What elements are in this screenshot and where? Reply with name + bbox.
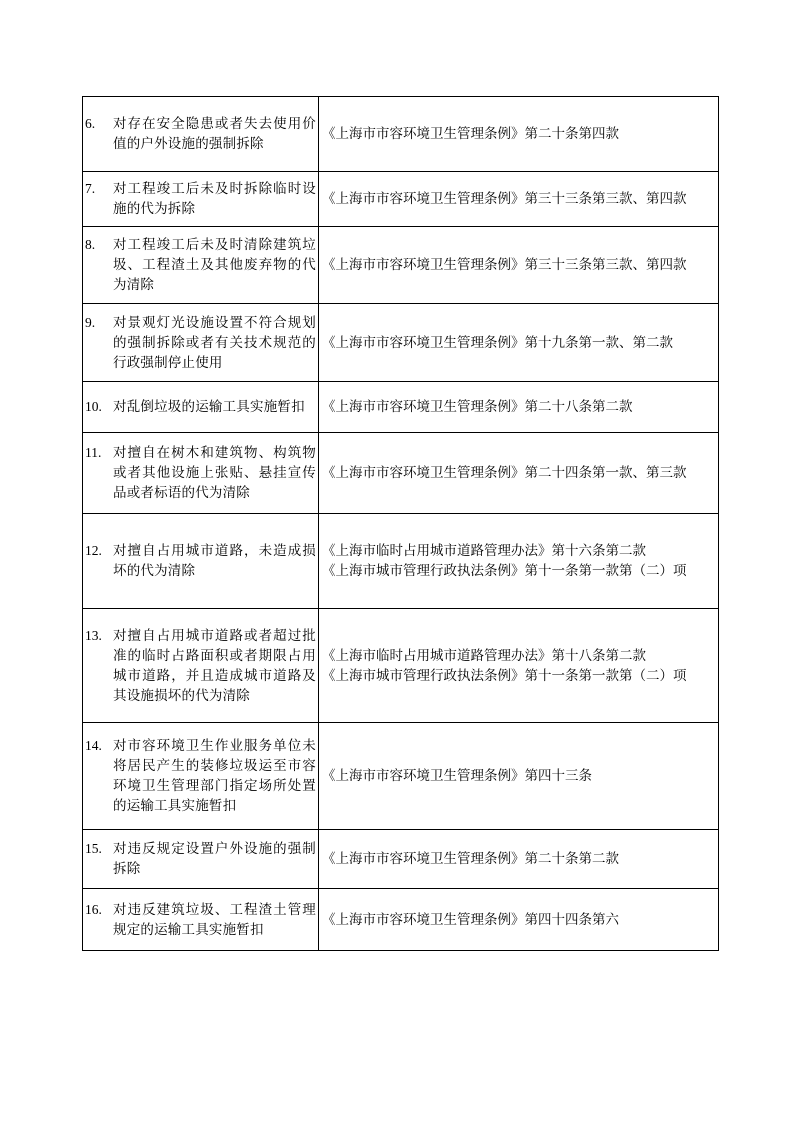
legal-basis-text: 《上海市市容环境卫生管理条例》第二十八条第二款 — [322, 399, 633, 415]
legal-basis-cell — [319, 172, 719, 227]
table-row — [83, 382, 719, 433]
table-row — [83, 97, 719, 172]
item-description: 对擅自在树木和建筑物、构筑物或者其他设施上张贴、悬挂宣传品或者标语的代为清除 — [113, 445, 316, 501]
item-description: 对违反规定设置户外设施的强制拆除 — [113, 841, 316, 877]
legal-basis-text: 《上海市市容环境卫生管理条例》第三十三条第三款、第四款 — [322, 191, 687, 207]
item-cell — [83, 304, 319, 382]
legal-basis-text: 《上海市市容环境卫生管理条例》第四十四条第六 — [322, 911, 619, 928]
legal-basis-cell — [319, 227, 719, 304]
item-description: 对擅自占用城市道路，未造成损坏的代为清除 — [113, 543, 316, 579]
legal-basis-cell — [319, 433, 719, 514]
item-number: 14. — [85, 738, 102, 753]
table-row — [83, 514, 719, 609]
table-row — [83, 172, 719, 227]
item-number: 11. — [85, 445, 102, 460]
item-number: 10. — [85, 399, 102, 414]
item-number: 8. — [85, 237, 96, 252]
item-cell — [83, 227, 319, 304]
item-description: 对市容环境卫生作业服务单位未将居民产生的装修垃圾运至市容环境卫生管理部门指定场所处置的运输工具实施暂扣 — [113, 738, 316, 814]
item-cell — [83, 97, 319, 172]
item-description: 对工程竣工后未及时清除建筑垃圾、工程渣土及其他废弃物的代为清除 — [113, 237, 316, 293]
table-row — [83, 723, 719, 830]
item-number: 9. — [85, 314, 96, 330]
legal-basis-text: 《上海市市容环境卫生管理条例》第四十三条 — [322, 768, 592, 784]
item-cell — [83, 382, 319, 433]
item-description: 对违反建筑垃圾、工程渣土管理规定的运输工具实施暂扣 — [113, 901, 316, 938]
item-description: 对存在安全隐患或者失去使用价值的户外设施的强制拆除 — [113, 116, 316, 152]
legal-basis-cell — [319, 97, 719, 172]
item-number: 7. — [85, 181, 96, 196]
item-number: 12. — [85, 543, 102, 558]
legal-basis-text: 《上海市市容环境卫生管理条例》第二十四条第一款、第三款 — [322, 465, 687, 481]
item-cell — [83, 609, 319, 723]
legal-basis-text: 《上海市市容环境卫生管理条例》第三十三条第三款、第四款 — [322, 257, 687, 273]
item-number: 6. — [85, 116, 96, 131]
item-description: 对景观灯光设施设置不符合规划的强制拆除或者有关技术规范的行政强制停止使用 — [113, 314, 316, 371]
legal-basis-text: 《上海市临时占用城市道路管理办法》第十六条第二款 — [322, 543, 646, 559]
table-row — [83, 889, 719, 951]
item-cell — [83, 830, 319, 889]
legal-basis-text: 《上海市市容环境卫生管理条例》第二十条第二款 — [322, 851, 619, 867]
legal-basis-cell — [319, 382, 719, 433]
legal-basis-text: 《上海市市容环境卫生管理条例》第十九条第一款、第二款 — [322, 334, 673, 351]
table-row — [83, 830, 719, 889]
table-row — [83, 304, 719, 382]
item-cell — [83, 514, 319, 609]
item-cell — [83, 433, 319, 514]
item-cell — [83, 723, 319, 830]
item-cell — [83, 889, 319, 951]
legal-basis-text: 《上海市城市管理行政执法条例》第十一条第一款第（二）项 — [322, 563, 687, 579]
legal-basis-cell — [319, 609, 719, 723]
legal-basis-text: 《上海市市容环境卫生管理条例》第二十条第四款 — [322, 126, 619, 142]
legal-basis-cell — [319, 304, 719, 382]
item-number: 16. — [85, 901, 102, 917]
table-row — [83, 433, 719, 514]
item-cell — [83, 172, 319, 227]
legal-basis-cell — [319, 514, 719, 609]
legal-basis-text: 《上海市临时占用城市道路管理办法》第十八条第二款 — [322, 647, 646, 664]
item-description: 对工程竣工后未及时拆除临时设施的代为拆除 — [113, 181, 316, 217]
item-number: 13. — [85, 627, 102, 643]
enforcement-items-table — [82, 96, 719, 951]
legal-basis-cell — [319, 723, 719, 830]
legal-basis-cell — [319, 830, 719, 889]
item-number: 15. — [85, 841, 102, 856]
table-row — [83, 227, 719, 304]
item-description: 对擅自占用城市道路或者超过批准的临时占路面积或者期限占用城市道路，并且造成城市道路及其设施损坏的代为清除 — [113, 627, 316, 704]
legal-basis-text: 《上海市城市管理行政执法条例》第十一条第一款第（二）项 — [322, 667, 687, 684]
legal-basis-cell — [319, 889, 719, 951]
item-description: 对乱倒垃圾的运输工具实施暂扣 — [113, 399, 305, 415]
table-row — [83, 609, 719, 723]
